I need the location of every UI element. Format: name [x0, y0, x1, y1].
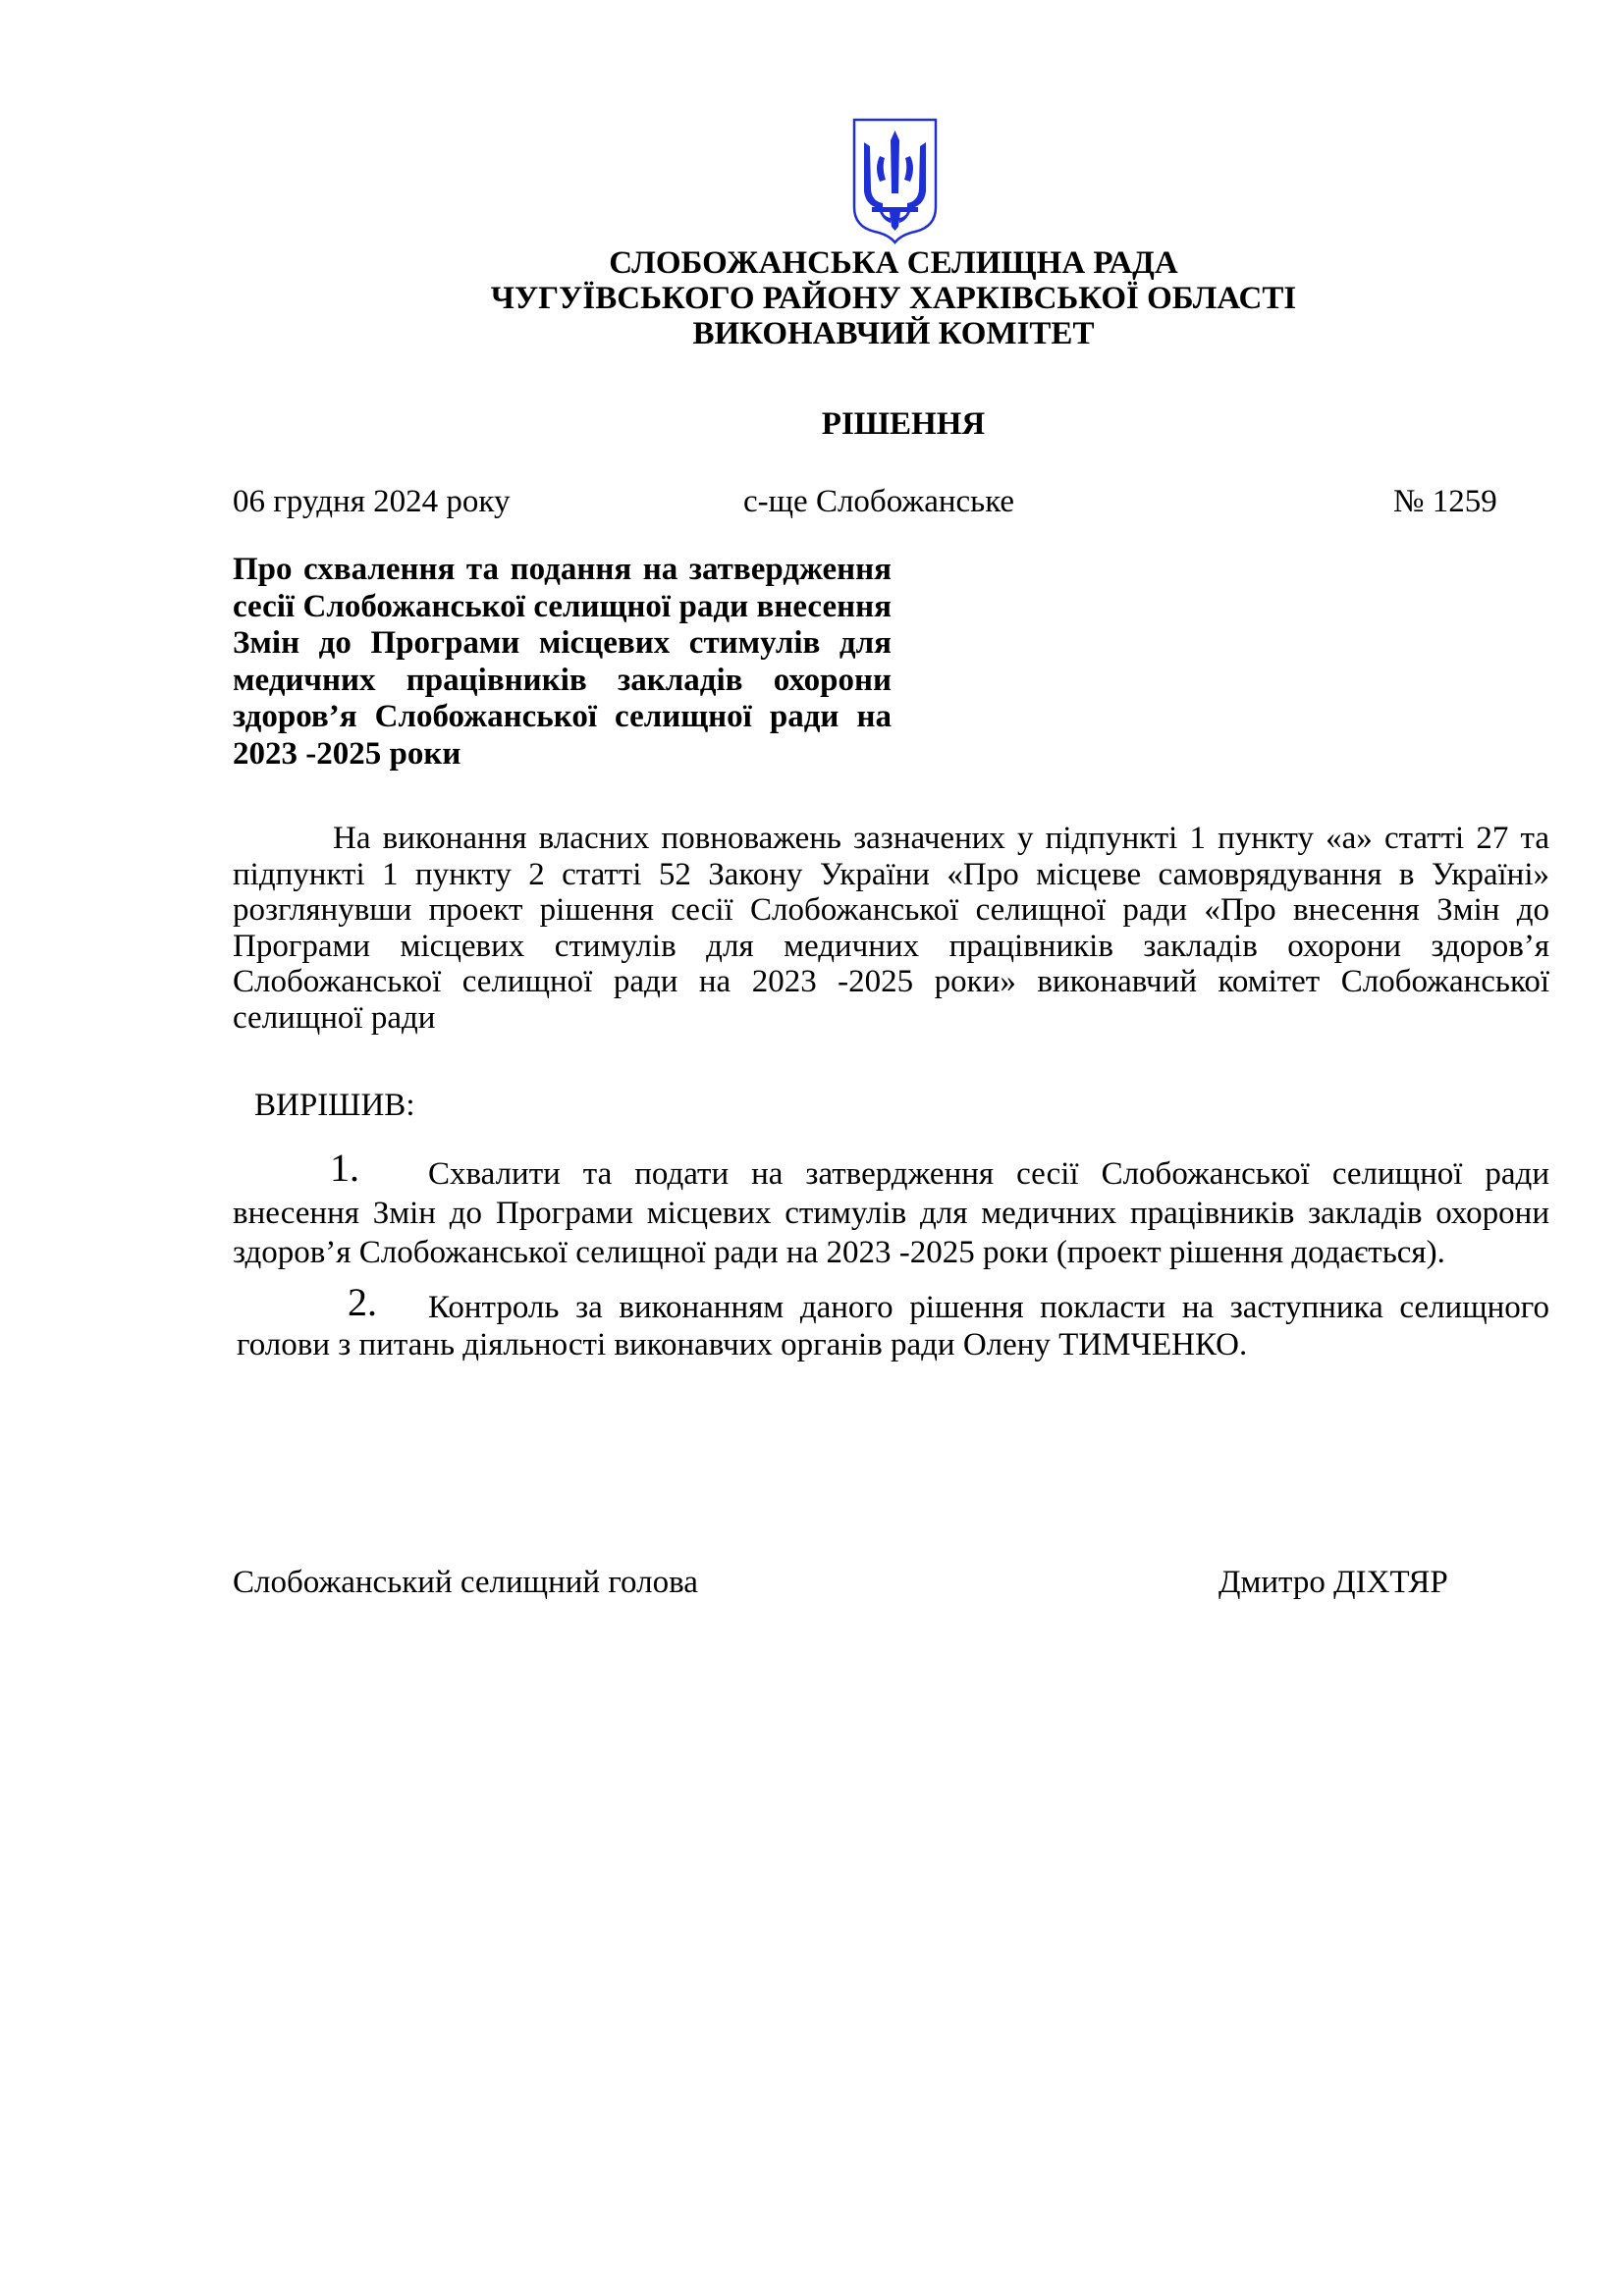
document-place: с-ще Слобожанське — [743, 484, 1015, 519]
item-line: здоров’я Слобожанської селищної ради на 2023 -2025 роки (проект рішення додається). — [233, 1235, 1445, 1270]
subject-line: сесії Слобожанської селищної ради внесення — [233, 588, 892, 624]
item-line: внесення Змін до Програми місцевих стимулів для медичних працівників закладів охорони — [233, 1196, 1549, 1231]
document-date: 06 грудня 2024 року — [233, 484, 511, 519]
document-subject — [233, 552, 892, 773]
preamble-line: підпункті 1 пункту 2 статті 52 Закону України «Про місцеве самоврядування в Україні» — [233, 856, 1549, 892]
item-number: 2. — [348, 1280, 377, 1324]
header-district-name: ЧУГУЇВСЬКОГО РАЙОНУ ХАРКІВСЬКОЇ ОБЛАСТІ — [490, 281, 1297, 316]
item-line: Контроль за виконанням даного рішення покласти на заступника селищного — [428, 1290, 1549, 1325]
subject-line: 2023 -2025 роки — [233, 735, 461, 772]
subject-line: Про схвалення та подання на затвердження — [233, 552, 892, 587]
preamble-line: На виконання власних повноважень зазначених у підпункті 1 пункту «а» статті 27 та — [333, 821, 1549, 856]
preamble-paragraph — [233, 821, 1549, 1036]
preamble-line: Програми місцевих стимулів для медичних працівників закладів охорони здоров’я — [233, 928, 1549, 964]
subject-line: здоров’я Слобожанської селищної ради на — [233, 699, 892, 734]
decision-item — [233, 1280, 1549, 1363]
document-meta-row — [0, 482, 1624, 521]
header-committee-name: ВИКОНАВЧИЙ КОМІТЕТ — [692, 316, 1095, 351]
decision-item — [233, 1146, 1549, 1272]
signer-name: Дмитро ДІХТЯР — [1218, 1565, 1448, 1600]
subject-line: Змін до Програми місцевих стимулів для — [233, 625, 892, 661]
document-title: РІШЕННЯ — [821, 406, 986, 442]
preamble-line: розглянувши проект рішення сесії Слобожанської селищної ради «Про внесення Змін до — [233, 892, 1549, 928]
preamble-line: селищної ради — [233, 999, 436, 1036]
signature-row — [0, 1563, 1624, 1602]
item-line: Схвалити та подати на затвердження сесії Слобожанської селищної ради — [428, 1156, 1549, 1192]
subject-line: медичних працівників закладів охорони — [233, 662, 892, 698]
decided-heading: ВИРІШИВ: — [254, 1088, 415, 1123]
document-number: № 1259 — [1393, 484, 1497, 519]
organization-header — [0, 245, 1624, 351]
header-council-name: СЛОБОЖАНСЬКА СЕЛИЩНА РАДА — [609, 245, 1178, 281]
trident-coat-of-arms-icon — [850, 117, 940, 245]
preamble-line: Слобожанської селищної ради на 2023 -2025 роки» виконавчий комітет Слобожанської — [233, 964, 1549, 999]
item-line: голови з питань діяльності виконавчих органів ради Олену ТИМЧЕНКО. — [237, 1327, 1248, 1362]
signer-position: Слобожанський селищний голова — [233, 1565, 698, 1600]
item-number: 1. — [330, 1146, 359, 1190]
